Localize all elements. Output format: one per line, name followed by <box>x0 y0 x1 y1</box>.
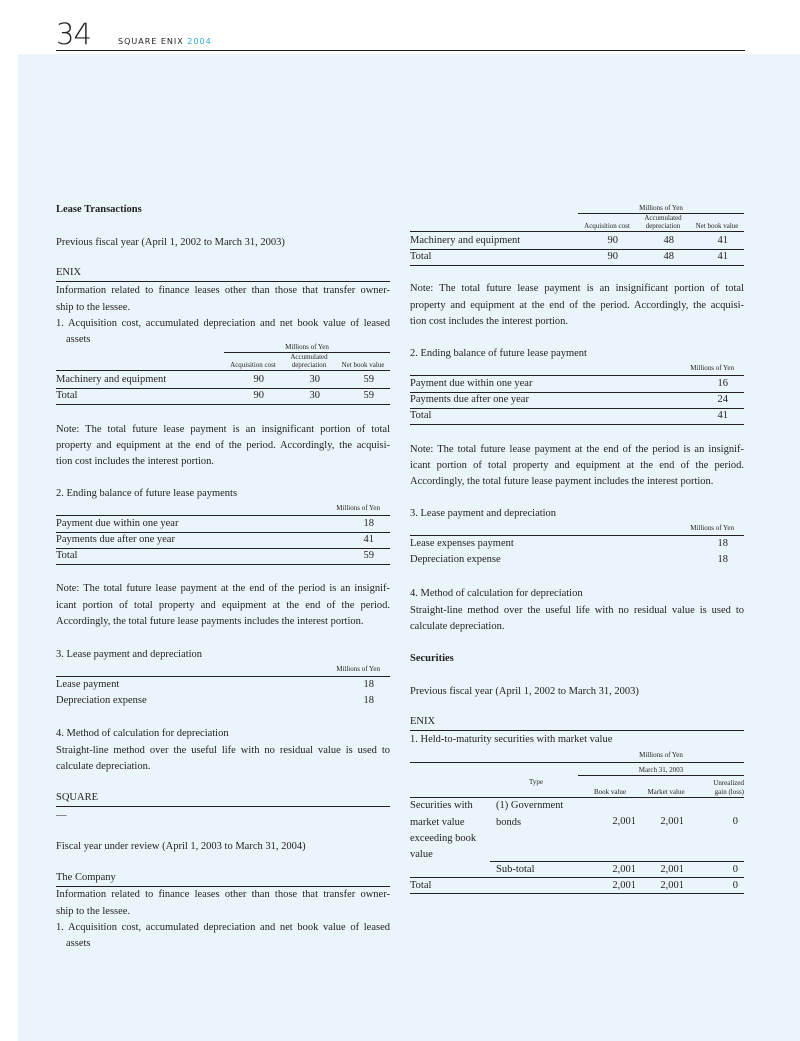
cell: 0 <box>732 880 738 891</box>
cell: 48 <box>663 251 674 262</box>
info-line: ship to the lessee. <box>56 906 131 917</box>
note-line: Note: The total future lease payment is an insignificant portion of total <box>56 424 390 435</box>
cell: 41 <box>717 251 728 262</box>
subheading-company: The Company <box>56 869 390 887</box>
cell: 2,001 <box>660 864 684 875</box>
note-line: Note: The total future lease payment is an insignificant portion of total <box>410 283 744 294</box>
left-column <box>56 0 390 1041</box>
item-line: 1. Acquisition cost, accumulated depreciation and net book value of leased <box>56 318 390 329</box>
table-row <box>56 548 390 565</box>
unit-header: Millions of Yen <box>224 343 390 353</box>
cell: 0 <box>732 816 738 827</box>
note-line: tion cost includes the interest portion. <box>56 456 215 467</box>
info-line: ship to the lessee. <box>56 302 131 313</box>
prev-year-label: Previous fiscal year (April 1, 2002 to March 31, 2003) <box>56 237 285 248</box>
item-line: 4. Method of calculation for depreciation <box>56 728 229 739</box>
col-header: Acquisition cost <box>584 222 630 230</box>
subtotal-row <box>410 862 744 878</box>
row-label: Machinery and equipment <box>56 374 167 385</box>
row-label: Total <box>56 390 78 401</box>
note-line: icant portion of total property and equipment at the end of the period. <box>410 460 744 471</box>
item-line: assets <box>66 334 91 345</box>
item-line: assets <box>66 938 91 949</box>
row-label: Payments due after one year <box>56 534 175 545</box>
col-header: Market value <box>647 788 685 796</box>
table-row <box>410 392 744 409</box>
balance-table-prev <box>56 503 390 565</box>
balance-table-current <box>410 363 744 425</box>
item-line: 3. Lease payment and depreciation <box>56 649 203 660</box>
cell: 41 <box>717 410 728 421</box>
row-label: Total <box>56 550 78 561</box>
table-row <box>56 388 390 405</box>
securities-table <box>410 748 744 894</box>
col-header: Accumulated <box>290 353 328 361</box>
row-label: Payment due within one year <box>56 518 179 529</box>
item-line: 2. Ending balance of future lease payments <box>56 488 238 499</box>
cell: 2,001 <box>612 864 636 875</box>
cell: 18 <box>363 695 374 706</box>
col-header: Unrealized <box>713 779 744 787</box>
total-row <box>410 878 744 894</box>
row-label: Securities with <box>410 800 473 811</box>
item-line: 3. Lease payment and depreciation <box>410 508 557 519</box>
note-line: Accordingly, the total future lease payments includes the interest portion. <box>56 616 364 627</box>
row-label: Payment due within one year <box>410 378 533 389</box>
cell: 59 <box>363 374 374 385</box>
prev-year-label: Previous fiscal year (April 1, 2002 to March 31, 2003) <box>410 686 639 697</box>
dash-text: — <box>56 810 67 821</box>
brand-name: SQUARE ENIX <box>118 37 184 46</box>
unit-header: Millions of Yen <box>639 751 683 759</box>
subheading-square: SQUARE <box>56 789 390 807</box>
fiscal-year-label: Fiscal year under review (April 1, 2003 to March 31, 2004) <box>56 841 306 852</box>
info-line: Information related to finance leases other than those that transfer owner- <box>56 889 390 900</box>
row-label: market value <box>410 817 465 828</box>
item-line: 4. Method of calculation for depreciation <box>410 588 583 599</box>
item-line: Straight-line method over the useful life with no residual value is used to <box>56 745 390 756</box>
col-header: Acquisition cost <box>230 361 276 369</box>
cell: 90 <box>253 374 264 385</box>
item-line: calculate depreciation. <box>56 761 151 772</box>
col-header: depreciation <box>645 222 681 230</box>
row-label: Total <box>410 880 432 891</box>
note-line: Note: The total future lease payment at the end of the period is an insignif- <box>56 583 390 594</box>
col-header: Type <box>529 778 543 786</box>
note-line: property and equipment at the end of the period. Accordingly, the acquisi- <box>56 440 390 451</box>
row-label: exceeding book <box>410 833 477 844</box>
cell: 16 <box>717 378 728 389</box>
unit-header: Millions of Yen <box>336 504 380 512</box>
type-label: (1) Government <box>496 800 564 811</box>
cell: 2,001 <box>660 880 684 891</box>
unit-header: Millions of Yen <box>336 665 380 673</box>
section-title-securities: Securities <box>410 653 454 664</box>
note-line: Accordingly, the total future lease payment includes the interest portion. <box>410 476 714 487</box>
row-label: Total <box>410 410 432 421</box>
row-label: Lease payment <box>56 679 120 690</box>
cell: 2,001 <box>612 816 636 827</box>
unit-header: Millions of Yen <box>578 204 744 214</box>
table-row <box>410 552 744 568</box>
table-row <box>56 532 390 549</box>
table-row <box>56 372 390 389</box>
cell: 30 <box>309 390 320 401</box>
cell: 59 <box>363 550 374 561</box>
row-label: Depreciation expense <box>56 695 147 706</box>
cell: 90 <box>253 390 264 401</box>
col-header: depreciation <box>291 361 327 369</box>
row-label: Depreciation expense <box>410 554 501 565</box>
table-row <box>410 249 744 266</box>
item-line: 1. Held-to-maturity securities with market value <box>410 734 613 745</box>
cell: 30 <box>309 374 320 385</box>
type-label: bonds <box>496 817 522 828</box>
row-label: Payments due after one year <box>410 394 529 405</box>
cell: 90 <box>607 251 618 262</box>
note-line: tion cost includes the interest portion. <box>410 316 569 327</box>
table-row <box>56 693 390 709</box>
note-line: Note: The total future lease payment at the end of the period is an insignif- <box>410 444 744 455</box>
cell: 18 <box>717 554 728 565</box>
row-label: Machinery and equipment <box>410 235 521 246</box>
item-line: calculate depreciation. <box>410 621 505 632</box>
cell: 18 <box>363 518 374 529</box>
lease-table-prev <box>56 343 390 403</box>
row-label: Total <box>410 251 432 262</box>
table-row <box>56 516 390 533</box>
date-header: March 31, 2003 <box>638 766 684 774</box>
brand-year: 2004 <box>187 37 212 46</box>
cell: 59 <box>363 390 374 401</box>
subheading-enix: ENIX <box>56 264 390 282</box>
unit-header: Millions of Yen <box>690 524 734 532</box>
lease-table-current <box>410 204 744 264</box>
col-header: gain (loss) <box>714 788 744 796</box>
table-row <box>410 376 744 393</box>
right-column <box>410 0 744 1041</box>
cell: 18 <box>363 679 374 690</box>
item-line: 1. Acquisition cost, accumulated depreciation and net book value of leased <box>56 922 390 933</box>
cell: 41 <box>363 534 374 545</box>
cell: 18 <box>717 538 728 549</box>
row-label: Sub-total <box>496 864 535 875</box>
table-row <box>410 536 744 552</box>
subheading-enix: ENIX <box>410 713 744 731</box>
col-header: Accumulated <box>644 214 682 222</box>
cell: 48 <box>663 235 674 246</box>
row-label: Lease expenses payment <box>410 538 514 549</box>
table-row <box>410 408 744 425</box>
cell: 2,001 <box>660 816 684 827</box>
unit-header: Millions of Yen <box>690 364 734 372</box>
note-line: icant portion of total property and equipment at the end of the period. <box>56 600 390 611</box>
info-line: Information related to finance leases other than those that transfer owner- <box>56 285 390 296</box>
item-line: Straight-line method over the useful life with no residual value is used to <box>410 605 744 616</box>
row-label: value <box>410 849 433 860</box>
col-header: Net book value <box>341 361 385 369</box>
cell: 2,001 <box>612 880 636 891</box>
cell: 90 <box>607 235 618 246</box>
item-line: 2. Ending balance of future lease payment <box>410 348 587 359</box>
cell: 24 <box>717 394 728 405</box>
depreciation-table-current <box>410 523 744 569</box>
cell: 41 <box>717 235 728 246</box>
table-row <box>410 233 744 250</box>
page-number: 34 <box>56 17 91 51</box>
cell: 0 <box>732 864 738 875</box>
depreciation-table-prev <box>56 664 390 710</box>
col-header: Net book value <box>695 222 739 230</box>
table-row <box>56 677 390 693</box>
col-header: Book value <box>593 788 627 796</box>
table-row <box>410 814 744 830</box>
section-title-lease: Lease Transactions <box>56 204 142 215</box>
note-line: property and equipment at the end of the period. Accordingly, the acquisi- <box>410 300 744 311</box>
